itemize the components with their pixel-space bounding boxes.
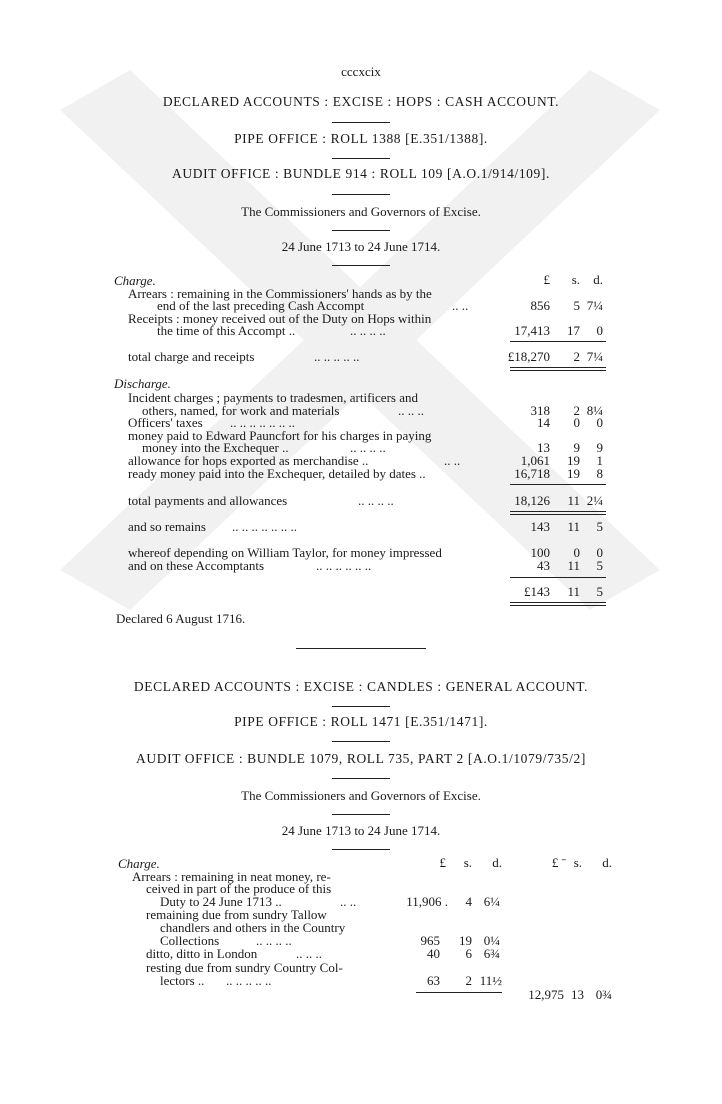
section1-pipe-office: PIPE OFFICE : ROLL 1388 [E.351/1388]. xyxy=(234,131,488,146)
section2-title: DECLARED ACCOUNTS : EXCISE : CANDLES : GENERAL ACCOUNT. xyxy=(133,679,589,694)
leader-dots: .. .. .. .. .. .. xyxy=(316,558,372,573)
section1-accountants: The Commissioners and Governors of Excise. xyxy=(241,204,481,219)
total-pounds: 12,975 xyxy=(528,987,564,1002)
column-header-shillings: s. xyxy=(463,855,472,870)
double-rule xyxy=(510,370,606,371)
resting-line2: lectors .. xyxy=(160,973,205,988)
remaining-line1: remaining due from sundry Tallow xyxy=(146,907,327,922)
leader-dots: .. .. .. .. xyxy=(350,440,386,455)
remaining-pence: 0¼ xyxy=(483,933,500,948)
total-charge-pounds: £18,270 xyxy=(507,349,550,364)
final-balance-shillings: 11 xyxy=(567,584,580,599)
section2-pipe-office: PIPE OFFICE : ROLL 1471 [E.351/1471]. xyxy=(234,714,488,729)
section-separator xyxy=(296,648,426,649)
divider xyxy=(332,778,390,779)
officers-pounds: 14 xyxy=(537,415,550,430)
divider xyxy=(332,814,390,815)
total-pence: 0¾ xyxy=(595,987,612,1002)
ready-money-label: ready money paid into the Exchequer, detailed by dates .. xyxy=(128,466,426,481)
leader-dots: .. .. .. xyxy=(296,946,322,961)
total-payments-shillings: 11 xyxy=(567,493,580,508)
discharge-heading: Discharge. xyxy=(114,376,171,391)
column-header-pence: d. xyxy=(593,272,603,287)
leader-dots: .. .. .. .. .. xyxy=(314,349,360,364)
divider xyxy=(332,230,390,231)
sum-rule xyxy=(510,484,606,485)
taylor-pounds: 100 xyxy=(530,545,550,560)
receipts-pence: 0 xyxy=(596,323,603,338)
leader-dots: .. .. xyxy=(340,894,357,909)
arrears-line1: Arrears : remaining in the Commissioners' hands as by the xyxy=(128,286,432,301)
divider xyxy=(332,194,390,195)
receipts-line2: the time of this Accompt .. xyxy=(157,323,296,338)
london-shillings: 6 xyxy=(465,946,472,961)
allowance-label: allowance for hops exported as merchandise .. xyxy=(128,453,369,468)
resting-line1: resting due from sundry Country Col- xyxy=(146,960,343,975)
receipts-shillings: 17 xyxy=(567,323,580,338)
declared-date: Declared 6 August 1716. xyxy=(116,611,246,626)
pauncfort-shillings: 9 xyxy=(573,440,580,455)
total-payments-pounds: 18,126 xyxy=(514,493,550,508)
london-pounds: 40 xyxy=(427,946,440,961)
column-header-pounds: £ xyxy=(439,855,446,870)
allowance-pounds: 1,061 xyxy=(520,453,550,468)
double-rule xyxy=(510,602,606,603)
arrears-pounds: 856 xyxy=(530,298,550,313)
leader-dots: .. .. .. .. .. .. .. xyxy=(232,519,297,534)
taylor-shillings: 0 xyxy=(573,545,580,560)
double-rule xyxy=(510,511,606,512)
pauncfort-pence: 9 xyxy=(596,440,603,455)
arrears-pence: 7¼ xyxy=(586,298,603,313)
final-balance-pence: 5 xyxy=(596,584,603,599)
column-header-pence: d. xyxy=(492,855,502,870)
leader-dots: .. .. xyxy=(452,298,469,313)
arrears-line2: end of the last preceding Cash Accompt xyxy=(157,298,365,313)
total-charge-shillings: 2 xyxy=(573,349,580,364)
incident-line2: others, named, for work and materials xyxy=(142,403,340,418)
charge-heading: Charge. xyxy=(118,856,160,871)
leader-dots: .. .. .. .. .. xyxy=(226,973,272,988)
taylor-label: whereof depending on William Taylor, for money impressed xyxy=(128,545,442,560)
arrears-line3: Duty to 24 June 1713 .. xyxy=(160,894,282,909)
allowance-shillings: 19 xyxy=(567,453,580,468)
sum-rule xyxy=(416,992,502,993)
receipts-pounds: 17,413 xyxy=(514,323,550,338)
column-header-pence-total: d. xyxy=(602,855,612,870)
london-pence: 6¾ xyxy=(483,946,500,961)
pauncfort-line2: money into the Exchequer .. xyxy=(142,440,289,455)
total-shillings: 13 xyxy=(571,987,584,1002)
remaining-line2: chandlers and others in the Country xyxy=(160,920,346,935)
leader-dots: .. .. xyxy=(444,453,461,468)
remaining-pounds: 965 xyxy=(420,933,440,948)
incident-pence: 8¼ xyxy=(586,403,603,418)
page-number: cccxcix xyxy=(341,64,381,79)
remains-pounds: 143 xyxy=(530,519,550,534)
double-rule xyxy=(510,514,606,515)
charge-heading: Charge. xyxy=(114,273,156,288)
arrears-line1: Arrears : remaining in neat money, re- xyxy=(132,869,331,884)
resting-pence: 11½ xyxy=(479,973,502,988)
incident-shillings: 2 xyxy=(573,403,580,418)
divider xyxy=(332,741,390,742)
remaining-shillings: 19 xyxy=(459,933,472,948)
ready-money-pounds: 16,718 xyxy=(514,466,550,481)
incident-pounds: 318 xyxy=(530,403,550,418)
leader-dots: .. .. .. xyxy=(398,403,424,418)
ready-money-shillings: 19 xyxy=(567,466,580,481)
arrears-pence: 6¼ xyxy=(483,894,500,909)
remains-label: and so remains xyxy=(128,519,206,534)
leader-dots: .. .. .. .. xyxy=(358,493,394,508)
divider xyxy=(332,265,390,266)
divider xyxy=(332,849,390,850)
column-header-pounds: £ xyxy=(543,272,550,287)
divider xyxy=(332,706,390,707)
arrears-shillings: 5 xyxy=(573,298,580,313)
leader-dots: .. .. .. .. xyxy=(350,323,386,338)
total-charge-pence: 7¼ xyxy=(586,349,603,364)
arrears-pounds: 11,906 . xyxy=(406,894,448,909)
receipts-line1: Receipts : money received out of the Duty on Hops within xyxy=(128,311,432,326)
total-payments-label: total payments and allowances xyxy=(128,493,288,508)
leader-dots: .. .. .. .. .. .. .. xyxy=(230,415,295,430)
double-rule xyxy=(510,605,606,606)
divider xyxy=(332,122,390,123)
arrears-shillings: 4 xyxy=(465,894,472,909)
section2-audit-office: AUDIT OFFICE : BUNDLE 1079, ROLL 735, PART 2 [A.O.1/1079/735/2] xyxy=(136,751,586,766)
final-balance-pounds: £143 xyxy=(524,584,550,599)
taylor-pence: 0 xyxy=(596,545,603,560)
london-label: ditto, ditto in London xyxy=(146,946,258,961)
ready-money-pence: 8 xyxy=(596,466,603,481)
accomptants-pence: 5 xyxy=(596,558,603,573)
section2-period: 24 June 1713 to 24 June 1714. xyxy=(281,823,441,838)
sum-rule xyxy=(510,577,606,578)
column-header-shillings-total: s. xyxy=(573,855,582,870)
pauncfort-pounds: 13 xyxy=(537,440,550,455)
column-header-pounds-total: £ ˉ xyxy=(551,855,566,870)
remains-pence: 5 xyxy=(596,519,603,534)
remaining-line3: Collections xyxy=(160,933,220,948)
incident-line1: Incident charges ; payments to tradesmen, artificers and xyxy=(128,390,418,405)
accomptants-shillings: 11 xyxy=(567,558,580,573)
double-rule xyxy=(510,367,606,368)
resting-pounds: 63 xyxy=(427,973,440,988)
remains-shillings: 11 xyxy=(567,519,580,534)
officers-pence: 0 xyxy=(596,415,603,430)
section2-accountants: The Commissioners and Governors of Excise. xyxy=(241,788,481,803)
arrears-line2: ceived in part of the produce of this xyxy=(146,881,332,896)
section1-title: DECLARED ACCOUNTS : EXCISE : HOPS : CASH ACCOUNT. xyxy=(162,94,560,109)
section1-period: 24 June 1713 to 24 June 1714. xyxy=(281,239,441,254)
total-payments-pence: 2¼ xyxy=(586,493,603,508)
accomptants-pounds: 43 xyxy=(537,558,550,573)
section1-audit-office: AUDIT OFFICE : BUNDLE 914 : ROLL 109 [A.O.1/914/109]. xyxy=(172,166,550,181)
leader-dots: .. .. .. .. xyxy=(256,933,292,948)
total-charge-label: total charge and receipts xyxy=(128,349,255,364)
sum-rule xyxy=(510,341,606,342)
pauncfort-line1: money paid to Edward Pauncfort for his charges in paying xyxy=(128,428,432,443)
column-header-shillings: s. xyxy=(571,272,580,287)
officers-shillings: 0 xyxy=(573,415,580,430)
resting-shillings: 2 xyxy=(465,973,472,988)
accomptants-label: and on these Accomptants xyxy=(128,558,265,573)
allowance-pence: 1 xyxy=(596,453,603,468)
officers-taxes-label: Officers' taxes xyxy=(128,415,203,430)
divider xyxy=(332,158,390,159)
